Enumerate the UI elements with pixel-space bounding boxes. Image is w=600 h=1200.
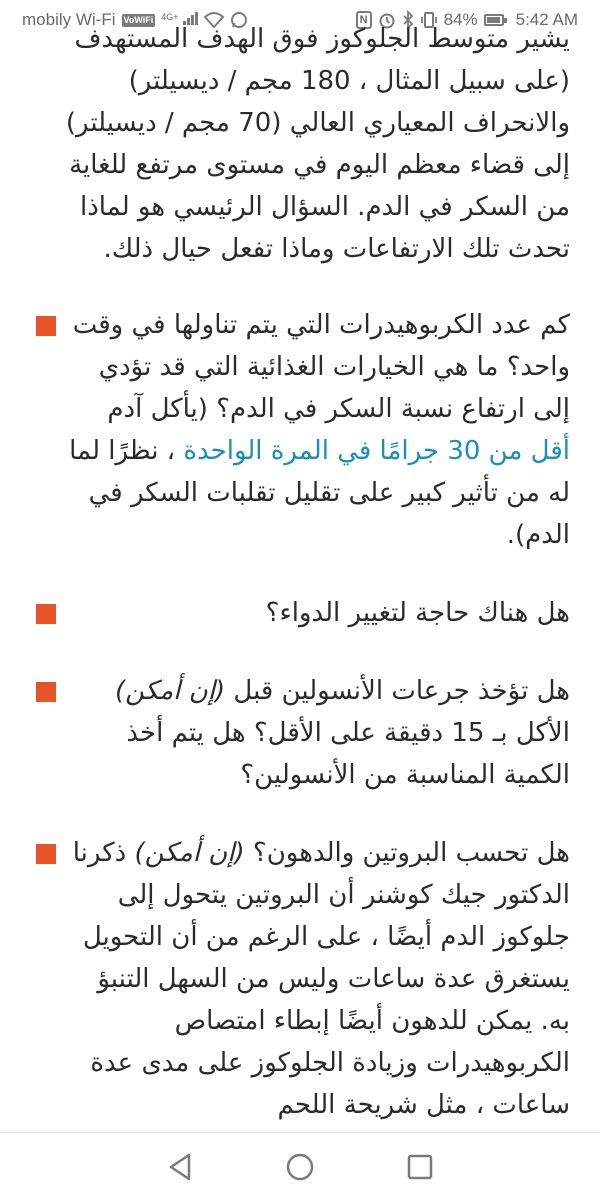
list-item-text [68,832,570,1126]
item-text-end: ، نظرًا لما له من تأثير كبير على تقليل تقلبات السكر في الدم). [69,436,570,550]
list-item [0,832,600,1126]
list-item [0,304,600,556]
list-item-text [68,670,570,796]
nfc-icon: N [356,11,372,29]
bullet-marker [36,682,56,702]
carb-limit-link[interactable]: أقل من 30 جرامًا في المرة الواحدة [183,436,570,466]
network-type: 4G+ [161,12,179,22]
home-button[interactable] [280,1147,320,1187]
bullet-marker [36,316,56,336]
item-text-end: الأكل بـ 15 دقيقة على الأقل؟ هل يتم أخذ الكمية المناسبة من الأنسولين؟ [126,718,570,790]
carrier-label: mobily Wi-Fi [22,10,116,29]
article-content[interactable] [0,24,600,1132]
list-item [0,592,600,634]
vowifi-badge: VoWiFi [123,14,154,25]
item-text-start: هل تؤخذ جرعات الأنسولين قبل [225,676,570,706]
clock: 5:42 AM [515,10,578,29]
item-text-end: ذكرنا الدكتور جيك كوشنر أن البروتين يتحول إلى جلوكوز الدم أيضًا ، على الرغم من أن التحويل يستغرق عدة ساعات وليس من السهل التنبؤ به. يمكن للدهون أيضًا إبطاء امتصاص الكربوهيدرات وزيادة الجلوكوز على مدى عدة ساعات ، مثل شريحة اللحم [72,838,570,1120]
bullet-list [0,304,600,1126]
list-item [0,670,600,796]
if-possible-note: (إن أمكن) [134,838,245,868]
recents-button[interactable] [400,1147,440,1187]
bullet-marker [36,604,56,624]
battery-percent: 84% [443,10,478,29]
back-icon [167,1152,193,1182]
home-icon [285,1152,315,1182]
back-button[interactable] [160,1147,200,1187]
list-item-text [68,304,570,556]
item-text-start: هل تحسب البروتين والدهون؟ [244,838,570,868]
recents-icon [407,1154,433,1180]
intro-paragraph: يشير متوسط الجلوكوز فوق الهدف المستهدف (على سبيل المثال ، 180 مجم / ديسيلتر) والانحراف المعياري العالي (70 مجم / ديسيلتر) إلى قضاء معظم اليوم في مستوى مرتفع للغاية من السكر في الدم. السؤال الرئيسي هو لماذا تحدث تلك الارتفاعات وماذا تفعل حيال ذلك. [65,24,570,264]
if-possible-note: (إن أمكن) [114,676,226,706]
item-text-start: كم عدد الكربوهيدرات التي يتم تناولها في وقت واحد؟ ما هي الخيارات الغذائية التي قد تؤدي إلى ارتفاع نسبة السكر في الدم؟ (يأكل آدم [72,310,570,424]
navigation-bar [0,1133,600,1200]
list-item-text: هل هناك حاجة لتغيير الدواء؟ [265,598,570,628]
bullet-marker [36,844,56,864]
